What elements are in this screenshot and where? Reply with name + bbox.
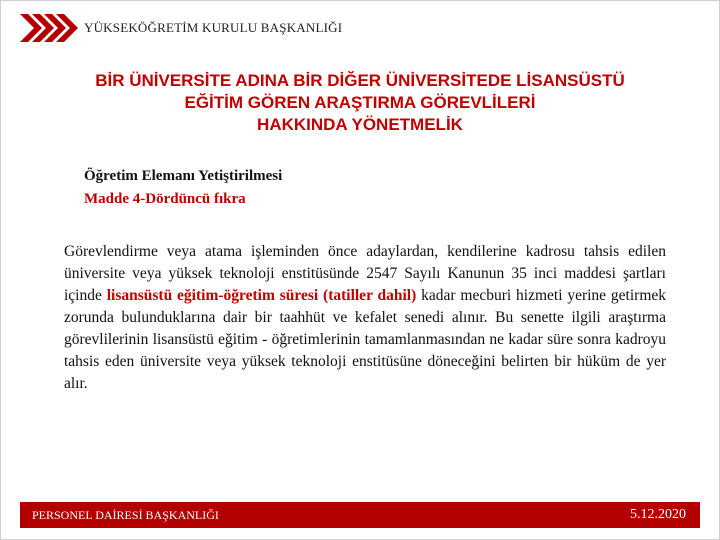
footer-department: PERSONEL DAİRESİ BAŞKANLIĞI xyxy=(32,508,219,522)
organization-name: YÜKSEKÖĞRETİM KURULU BAŞKANLIĞI xyxy=(84,20,343,35)
body-highlight: lisansüstü eğitim-öğretim süresi (tatiller dahil) xyxy=(106,287,417,304)
body-text-part-1: Görevlendirme veya atama işleminden önce adaylardan, kendilerine kadrosu tahsis edilen üniversite veya yüksek teknoloji enstitüsünde 2547 Sayılı Kanunun 35 inci maddesi şartları içinde xyxy=(64,243,666,304)
page-title xyxy=(40,70,680,136)
article-reference: Madde 4-Dördüncü fıkra xyxy=(84,191,246,207)
body-paragraph xyxy=(64,241,666,395)
footer-bar xyxy=(20,502,700,528)
title-line-3: HAKKINDA YÖNETMELİK xyxy=(257,115,463,134)
footer-date: 5.12.2020 xyxy=(630,507,686,522)
title-line-1: BİR ÜNİVERSİTE ADINA BİR DİĞER ÜNİVERSİTEDE LİSANSÜSTÜ xyxy=(95,71,625,90)
yok-logo-icon xyxy=(18,10,80,46)
title-line-2: EĞİTİM GÖREN ARAŞTIRMA GÖREVLİLERİ xyxy=(184,93,536,112)
body-text-part-2: kadar mecburi hizmeti yerine getirmek zorunda bulunduklarına dair bir taahhüt ve kefalet senedi alınır. Bu senette ilgili araştırma görevlilerinin lisansüstü eğitim - öğretimlerinin tamamlanmasından ne kadar süre sonra kadroyu tahsis eden üniversite veya yüksek teknoloji enstitüsüne döneceğini belirten bir hüküm de yer alır. xyxy=(64,287,666,392)
section-heading: Öğretim Elemanı Yetiştirilmesi xyxy=(84,168,283,184)
